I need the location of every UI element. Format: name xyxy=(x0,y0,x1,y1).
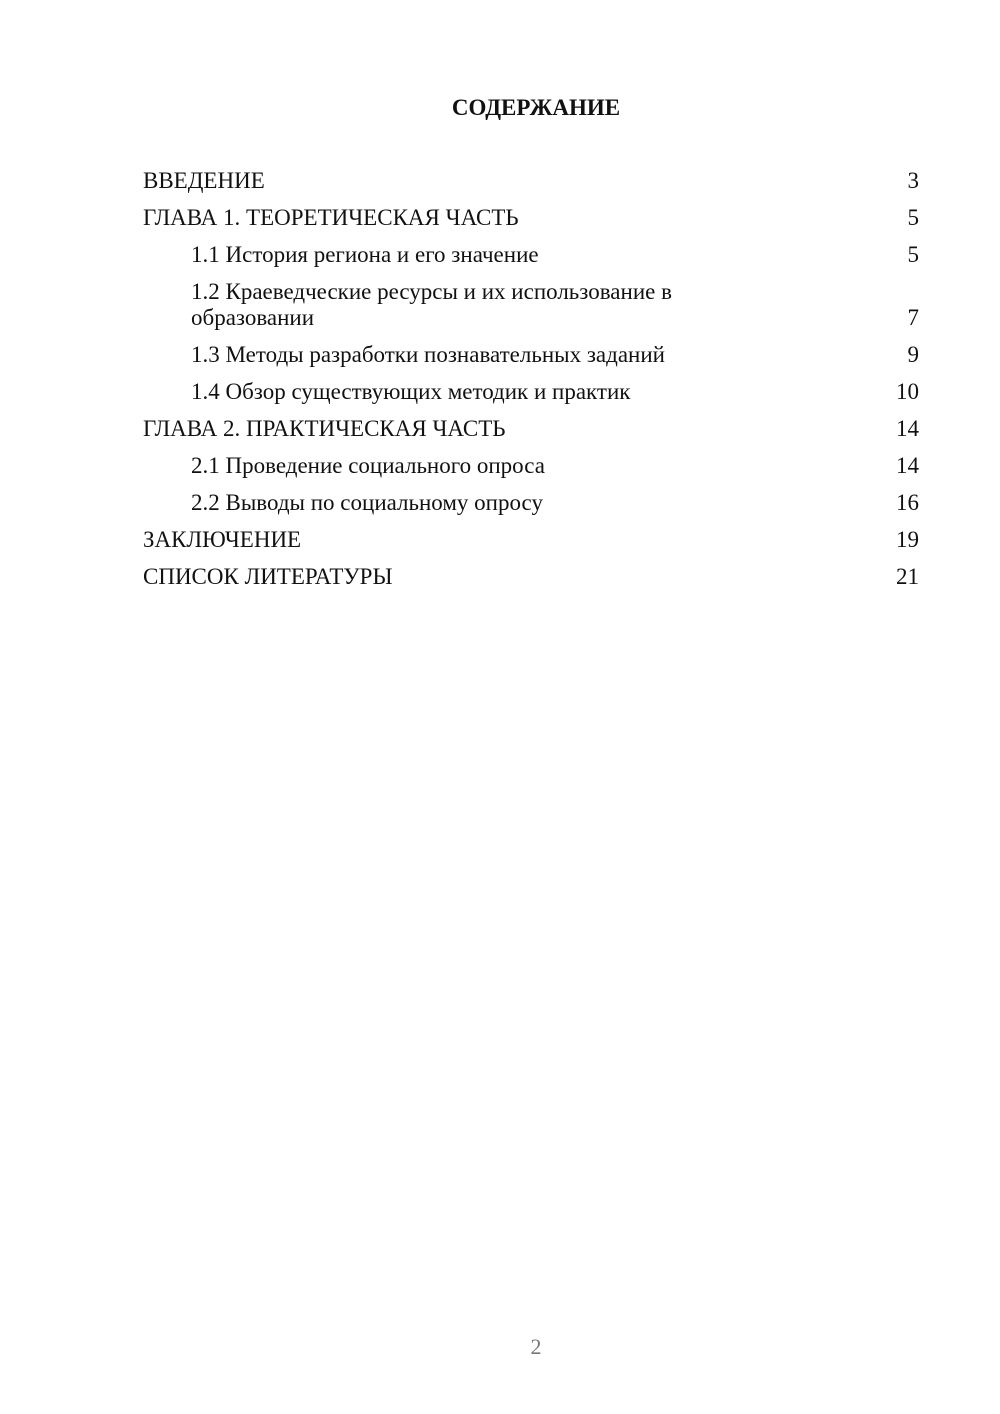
toc-entry-page: 7 xyxy=(907,305,919,330)
toc-entry-1-1 xyxy=(143,242,919,268)
toc-entry-chapter-1 xyxy=(143,205,919,231)
toc-entry-page: 21 xyxy=(896,564,919,589)
toc-entry-page: 16 xyxy=(896,490,919,515)
toc-entry-chapter-2 xyxy=(143,416,919,442)
toc-entry-label: 1.3 Методы разработки познавательных заданий xyxy=(191,342,665,367)
toc-entry-page: 10 xyxy=(896,379,919,404)
page-title: СОДЕРЖАНИЕ xyxy=(451,95,621,120)
toc-entry-bibliography xyxy=(143,564,919,590)
toc-entry-page: 5 xyxy=(907,205,919,230)
toc-entry-label: 1.1 История региона и его значение xyxy=(191,242,539,267)
toc-entry-label: ЗАКЛЮЧЕНИЕ xyxy=(143,527,302,552)
toc-entry-1-3 xyxy=(143,342,919,368)
toc-entry-conclusion xyxy=(143,527,919,553)
toc-entry-label: СПИСОК ЛИТЕРАТУРЫ xyxy=(143,564,393,589)
toc-entry-2-2 xyxy=(143,490,919,516)
toc-entry-label: ГЛАВА 1. ТЕОРЕТИЧЕСКАЯ ЧАСТЬ xyxy=(143,205,519,230)
toc-entry-label: 1.2 Краеведческие ресурсы и их использование в образовании xyxy=(191,279,672,330)
toc-entry-2-1 xyxy=(143,453,919,479)
toc-entry-page: 3 xyxy=(907,168,919,193)
toc-entry-page: 9 xyxy=(907,342,919,367)
toc-entry-label: ГЛАВА 2. ПРАКТИЧЕСКАЯ ЧАСТЬ xyxy=(143,416,506,441)
toc-entry-page: 5 xyxy=(907,242,919,267)
toc-entry-label: 1.4 Обзор существующих методик и практик xyxy=(191,379,631,404)
toc-entry-introduction xyxy=(143,168,919,194)
toc-entry-page: 19 xyxy=(896,527,919,552)
toc-entry-1-4 xyxy=(143,379,919,405)
toc-entry-label: 2.2 Выводы по социальному опросу xyxy=(191,490,543,515)
toc-entry-label: ВВЕДЕНИЕ xyxy=(143,168,265,193)
toc-entry-label: 2.1 Проведение социального опроса xyxy=(191,453,545,478)
page-number: 2 xyxy=(530,1334,542,1359)
toc-entry-1-2 xyxy=(143,279,919,331)
table-of-contents xyxy=(143,168,919,601)
toc-entry-page: 14 xyxy=(896,416,919,441)
toc-entry-page: 14 xyxy=(896,453,919,478)
